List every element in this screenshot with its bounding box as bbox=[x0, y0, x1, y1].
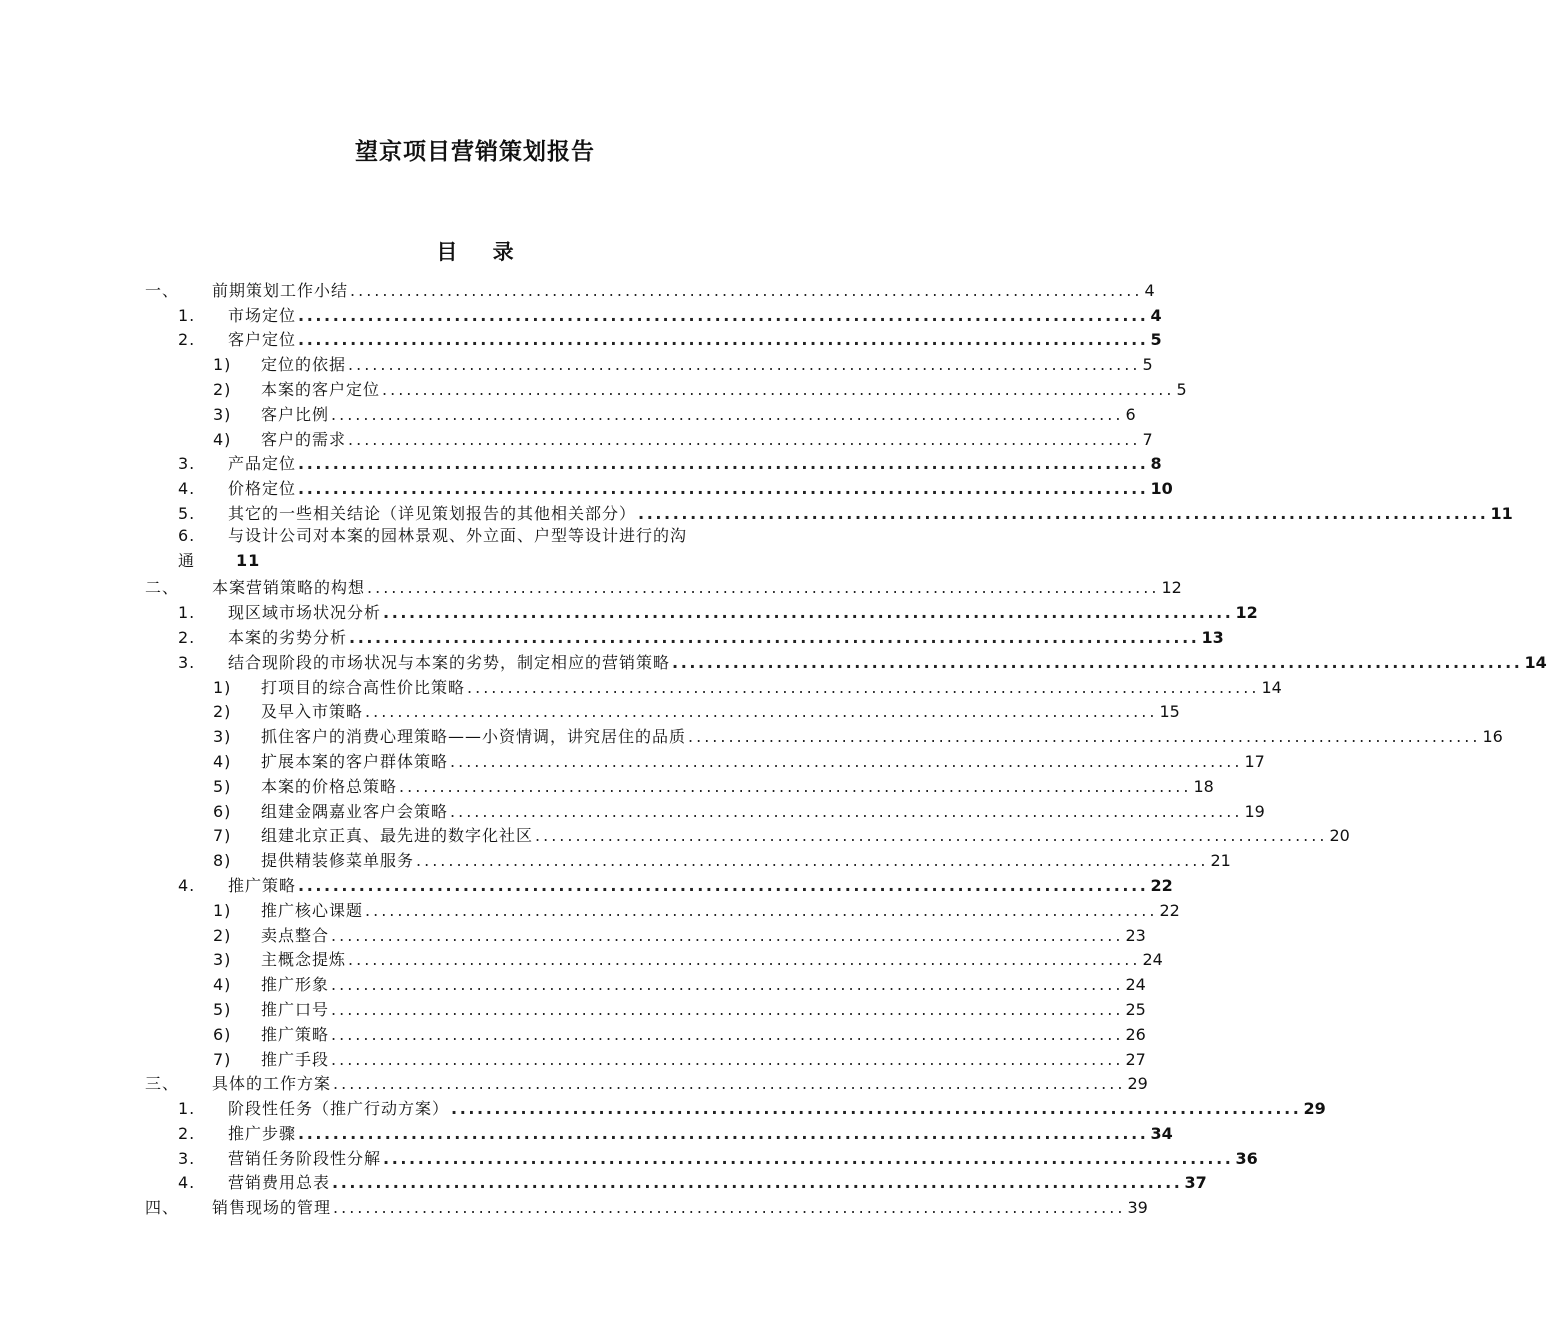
toc-page: 10 bbox=[1150, 479, 1173, 499]
toc-page: 8 bbox=[1150, 454, 1162, 474]
toc-page: 16 bbox=[1482, 727, 1503, 747]
toc-leader-dots: .................................................................................................. bbox=[350, 280, 1143, 300]
toc-page: 20 bbox=[1329, 826, 1350, 846]
toc-page: 4 bbox=[1150, 305, 1162, 325]
toc-page: 11 bbox=[1490, 503, 1513, 523]
toc-leader-dots: .................................................................................................. bbox=[348, 429, 1141, 449]
toc-number: 1) bbox=[213, 900, 232, 920]
toc-number: 3) bbox=[213, 404, 232, 424]
toc-entry-section-3[interactable] bbox=[145, 1070, 1148, 1095]
toc-text: 定位的依据 bbox=[261, 355, 347, 375]
toc-entry-2-3-6[interactable] bbox=[145, 797, 1265, 822]
toc-leader-dots: .................................................................................................. bbox=[450, 751, 1243, 771]
toc-leader-dots: .................................................................................................. bbox=[399, 776, 1192, 796]
toc-leader-dots: .................................................................................................. bbox=[365, 900, 1158, 920]
toc-entry-1-2-3[interactable] bbox=[145, 400, 1136, 425]
toc-page: 27 bbox=[1125, 1049, 1146, 1069]
toc-entry-3-1[interactable] bbox=[145, 1094, 1326, 1119]
toc-leader-dots: .................................................................................................. bbox=[349, 627, 1200, 647]
toc-leader-dots: .................................................................................................. bbox=[688, 727, 1481, 747]
toc-text: 营销任务阶段性分解 bbox=[228, 1148, 382, 1168]
toc-entry-1-2[interactable] bbox=[145, 326, 1162, 351]
toc-number: 2) bbox=[213, 925, 232, 945]
toc-leader-dots: .................................................................................................. bbox=[333, 1198, 1126, 1218]
toc-leader-dots: .................................................................................................. bbox=[331, 925, 1124, 945]
toc-number: 8) bbox=[213, 851, 232, 871]
toc-text: 营销费用总表 bbox=[228, 1173, 331, 1193]
toc-leader-dots: .................................................................................................. bbox=[383, 1148, 1234, 1168]
toc-text: 本案的价格总策略 bbox=[261, 776, 398, 796]
toc-entry-2-4-7[interactable] bbox=[145, 1045, 1146, 1070]
toc-page: 14 bbox=[1261, 677, 1282, 697]
toc-text: 主概念提炼 bbox=[261, 950, 347, 970]
toc-number: 4. bbox=[178, 875, 196, 895]
toc-text: 卖点整合 bbox=[261, 925, 330, 945]
toc-text: 推广形象 bbox=[261, 975, 330, 995]
toc-page: 25 bbox=[1125, 999, 1146, 1019]
toc-number: 四、 bbox=[145, 1198, 180, 1218]
toc-number: 5) bbox=[213, 776, 232, 796]
toc-leader-dots: .................................................................................................. bbox=[638, 503, 1489, 523]
toc-text: 及早入市策略 bbox=[261, 702, 364, 722]
toc-heading: 目 录 bbox=[436, 240, 528, 264]
toc-number: 1. bbox=[178, 305, 196, 325]
toc-text: 抓住客户的消费心理策略——小资情调，讲究居住的品质 bbox=[261, 727, 687, 747]
toc-entry-2-3-3[interactable] bbox=[145, 722, 1503, 747]
toc-page: 23 bbox=[1125, 925, 1146, 945]
toc-page: 22 bbox=[1159, 900, 1180, 920]
toc-entry-2-3-4[interactable] bbox=[145, 747, 1265, 772]
toc-number: 三、 bbox=[145, 1074, 180, 1094]
toc-text: 组建金隅嘉业客户会策略 bbox=[261, 801, 449, 821]
toc-text: 提供精装修菜单服务 bbox=[261, 851, 415, 871]
toc-leader-dots: .................................................................................................. bbox=[331, 999, 1124, 1019]
toc-leader-dots: .................................................................................................. bbox=[298, 305, 1149, 325]
toc-entry-3-3[interactable] bbox=[145, 1144, 1258, 1169]
toc-entry-2-4-3[interactable] bbox=[145, 946, 1163, 971]
toc-entry-2-3-1[interactable] bbox=[145, 673, 1282, 698]
toc-text: 前期策划工作小结 bbox=[212, 280, 349, 300]
toc-number: 3. bbox=[178, 454, 196, 474]
toc-page: 26 bbox=[1125, 1024, 1146, 1044]
toc-leader-dots: .................................................................................................. bbox=[298, 330, 1149, 350]
toc-leader-dots: .................................................................................................. bbox=[467, 677, 1260, 697]
toc-number: 5. bbox=[178, 503, 196, 523]
toc-text: 价格定位 bbox=[228, 479, 297, 499]
toc-entry-1-5[interactable] bbox=[145, 499, 1513, 524]
toc-page: 12 bbox=[1235, 603, 1258, 623]
toc-leader-dots: .................................................................................................. bbox=[331, 404, 1124, 424]
toc-text: 推广手段 bbox=[261, 1049, 330, 1069]
toc-entry-2-4[interactable] bbox=[145, 871, 1173, 896]
toc-leader-dots: .................................................................................................. bbox=[450, 801, 1243, 821]
toc-leader-dots: .................................................................................................. bbox=[535, 826, 1328, 846]
toc-entry-1-4[interactable] bbox=[145, 474, 1173, 499]
toc-text: 现区域市场状况分析 bbox=[228, 603, 382, 623]
toc-entry-2-4-1[interactable] bbox=[145, 896, 1180, 921]
toc-entry-1-2-1[interactable] bbox=[145, 350, 1153, 375]
toc-leader-dots: .................................................................................................. bbox=[332, 1173, 1183, 1193]
toc-number: 2) bbox=[213, 702, 232, 722]
toc-number: 二、 bbox=[145, 578, 180, 598]
toc-entry-3-4[interactable] bbox=[145, 1169, 1207, 1194]
toc-page: 19 bbox=[1244, 801, 1265, 821]
toc-leader-dots: .................................................................................................. bbox=[382, 379, 1175, 399]
toc-entry-1-2-2[interactable] bbox=[145, 375, 1187, 400]
toc-number: 1. bbox=[178, 603, 196, 623]
toc-number: 6. bbox=[178, 525, 196, 545]
toc-number: 3. bbox=[178, 1148, 196, 1168]
toc-page: 11 bbox=[236, 550, 261, 570]
toc-text: 产品定位 bbox=[228, 454, 297, 474]
toc-leader-dots: .................................................................................................. bbox=[331, 1049, 1124, 1069]
toc-number: 4) bbox=[213, 751, 232, 771]
toc-entry-2-3-8[interactable] bbox=[145, 846, 1231, 871]
toc-number: 2) bbox=[213, 379, 232, 399]
toc-text: 具体的工作方案 bbox=[212, 1074, 332, 1094]
toc-text: 推广策略 bbox=[228, 875, 297, 895]
toc-text: 扩展本案的客户群体策略 bbox=[261, 751, 449, 771]
toc-text: 组建北京正真、最先进的数字化社区 bbox=[261, 826, 534, 846]
toc-page: 4 bbox=[1144, 280, 1155, 300]
toc-text: 本案的客户定位 bbox=[261, 379, 381, 399]
toc-number: 4. bbox=[178, 479, 196, 499]
toc-entry-1-6[interactable] bbox=[145, 524, 808, 574]
toc-number: 3. bbox=[178, 652, 196, 672]
toc-leader-dots: .................................................................................................. bbox=[383, 603, 1234, 623]
toc-page: 34 bbox=[1150, 1123, 1173, 1143]
toc-entry-1-3[interactable] bbox=[145, 450, 1162, 475]
toc-page: 36 bbox=[1235, 1148, 1258, 1168]
toc-leader-dots: .................................................................................................. bbox=[298, 454, 1149, 474]
toc-text: 客户定位 bbox=[228, 330, 297, 350]
toc-entry-2-1[interactable] bbox=[145, 598, 1258, 623]
toc-entry-2-3-7[interactable] bbox=[145, 822, 1350, 847]
toc-number: 1) bbox=[213, 355, 232, 375]
toc-leader-dots: .................................................................................................. bbox=[298, 1123, 1149, 1143]
toc-page: 5 bbox=[1142, 355, 1153, 375]
toc-entry-2-3-2[interactable] bbox=[145, 698, 1180, 723]
toc-page: 5 bbox=[1176, 379, 1187, 399]
toc-number: 6) bbox=[213, 1024, 232, 1044]
toc-number: 2. bbox=[178, 627, 196, 647]
toc-leader-dots: .................................................................................................. bbox=[672, 652, 1523, 672]
toc-number: 4) bbox=[213, 975, 232, 995]
toc-text: 推广口号 bbox=[261, 999, 330, 1019]
toc-number: 4) bbox=[213, 429, 232, 449]
toc-number: 3) bbox=[213, 727, 232, 747]
toc-leader-dots: .................................................................................................. bbox=[298, 875, 1149, 895]
toc-text: 本案的劣势分析 bbox=[228, 627, 348, 647]
toc-page: 29 bbox=[1127, 1074, 1148, 1094]
toc-entry-2-4-2[interactable] bbox=[145, 921, 1146, 946]
toc-number: 7) bbox=[213, 1049, 232, 1069]
toc-entry-2-4-5[interactable] bbox=[145, 995, 1146, 1020]
toc-number: 一、 bbox=[145, 280, 180, 300]
toc-number: 1) bbox=[213, 677, 232, 697]
toc-entry-2-2[interactable] bbox=[145, 623, 1224, 648]
toc-leader-dots: .................................................................................................. bbox=[451, 1099, 1302, 1119]
toc-leader-dots: .................................................................................................. bbox=[367, 578, 1160, 598]
toc-leader-dots: .................................................................................................. bbox=[348, 355, 1141, 375]
toc-number: 3) bbox=[213, 950, 232, 970]
toc-page: 14 bbox=[1524, 652, 1547, 672]
toc-number: 1. bbox=[178, 1099, 196, 1119]
toc-text-line1: 与设计公司对本案的园林景观、外立面、户型等设计进行的沟 bbox=[228, 525, 688, 545]
document-title: 望京项目营销策划报告 bbox=[355, 139, 595, 165]
toc-page: 6 bbox=[1125, 404, 1136, 424]
toc-page: 22 bbox=[1150, 875, 1173, 895]
toc-leader-dots: .................................................................................................. bbox=[348, 950, 1141, 970]
toc-entry-3-2[interactable] bbox=[145, 1119, 1173, 1144]
toc-number: 2. bbox=[178, 1123, 196, 1143]
toc-text: 阶段性任务（推广行动方案） bbox=[228, 1099, 450, 1119]
toc-page: 24 bbox=[1142, 950, 1163, 970]
toc-entry-2-4-6[interactable] bbox=[145, 1020, 1146, 1045]
toc-page: 29 bbox=[1303, 1099, 1326, 1119]
toc-page: 37 bbox=[1184, 1173, 1207, 1193]
toc-text: 推广策略 bbox=[261, 1024, 330, 1044]
toc-text: 推广核心课题 bbox=[261, 900, 364, 920]
toc-entry-2-4-4[interactable] bbox=[145, 970, 1146, 995]
toc-entry-section-4[interactable] bbox=[145, 1193, 1148, 1218]
toc-number: 6) bbox=[213, 801, 232, 821]
toc-text: 打项目的综合高性价比策略 bbox=[261, 677, 466, 697]
toc-entry-1-1[interactable] bbox=[145, 301, 1162, 326]
toc-leader-dots: .................................................................................................. bbox=[416, 851, 1209, 871]
toc-entry-section-2[interactable] bbox=[145, 574, 1182, 599]
toc-entry-2-3[interactable] bbox=[145, 648, 1547, 673]
toc-entry-2-3-5[interactable] bbox=[145, 772, 1214, 797]
toc-page: 17 bbox=[1244, 751, 1265, 771]
toc-number: 7) bbox=[213, 826, 232, 846]
toc-number: 4. bbox=[178, 1173, 196, 1193]
toc-entry-1-2-4[interactable] bbox=[145, 425, 1153, 450]
toc-text: 结合现阶段的市场状况与本案的劣势，制定相应的营销策略 bbox=[228, 652, 671, 672]
toc-page: 21 bbox=[1210, 851, 1231, 871]
toc-page: 13 bbox=[1201, 627, 1224, 647]
toc-leader-dots: .................................................................................................. bbox=[331, 975, 1124, 995]
toc-text: 市场定位 bbox=[228, 305, 297, 325]
toc-text: 本案营销策略的构想 bbox=[212, 578, 366, 598]
toc-text: 销售现场的管理 bbox=[212, 1198, 332, 1218]
toc-text: 客户比例 bbox=[261, 404, 330, 424]
toc-leader-dots: .................................................................................................. bbox=[333, 1074, 1126, 1094]
toc-page: 39 bbox=[1127, 1198, 1148, 1218]
toc-page: 18 bbox=[1193, 776, 1214, 796]
toc-page: 5 bbox=[1150, 330, 1162, 350]
toc-text-line2: 通 bbox=[178, 550, 196, 570]
toc-leader-dots: .................................................................................................. bbox=[331, 1024, 1124, 1044]
toc-text: 客户的需求 bbox=[261, 429, 347, 449]
toc-page: 24 bbox=[1125, 975, 1146, 995]
toc-page: 12 bbox=[1161, 578, 1182, 598]
table-of-contents bbox=[145, 276, 1547, 1218]
toc-page: 7 bbox=[1142, 429, 1153, 449]
toc-page: 15 bbox=[1159, 702, 1180, 722]
toc-text: 其它的一些相关结论（详见策划报告的其他相关部分） bbox=[228, 503, 637, 523]
toc-number: 5) bbox=[213, 999, 232, 1019]
toc-entry-section-1[interactable] bbox=[145, 276, 1155, 301]
toc-number: 2. bbox=[178, 330, 196, 350]
toc-leader-dots: .................................................................................................. bbox=[298, 479, 1149, 499]
toc-text: 推广步骤 bbox=[228, 1123, 297, 1143]
toc-leader-dots: .................................................................................................. bbox=[365, 702, 1158, 722]
